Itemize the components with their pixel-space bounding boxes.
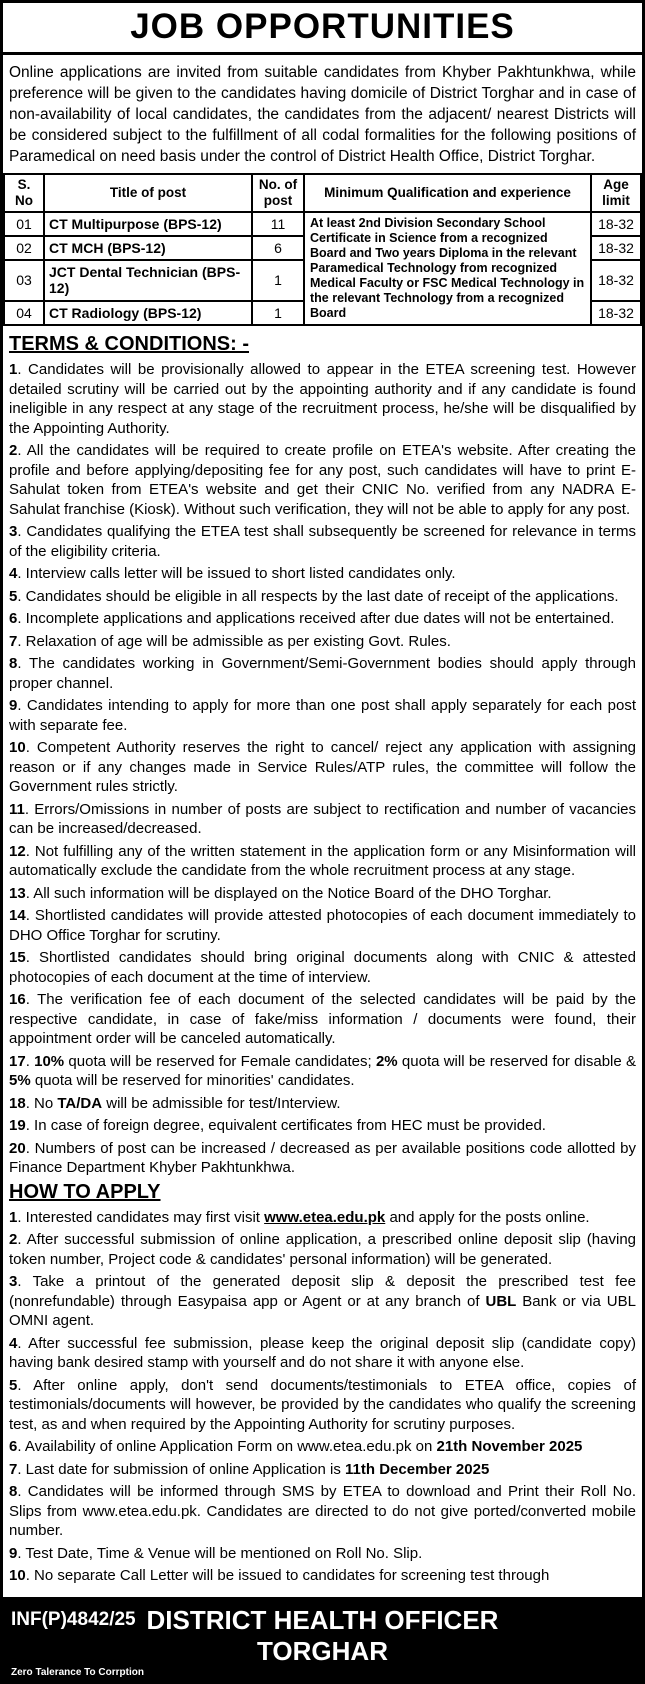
text-segment: 21th November 2025 (436, 1438, 583, 1455)
cell-post-title: CT Multipurpose (BPS-12) (44, 212, 252, 236)
apply-list (9, 1208, 636, 1586)
text-segment: 10% (34, 1052, 65, 1070)
list-item: 11. Errors/Omissions in number of posts are subject to rectification and number of vacancies can be increased/decreased. (9, 800, 636, 837)
text-segment: 1 (9, 1208, 18, 1226)
intro-paragraph: Online applications are invited from suitable candidates from Khyber Pakhtunkhwa, while preference will be given to the candidates having domicile of District Torghar and in case of non-availability of local candidates, the candidates from the adjacent/ nearest Districts will be considered subject to the fulfillment of all codal formalities for the following positions of Paramedical on need basis under the control of District Health Office, District Torghar. (9, 64, 636, 165)
text-segment: 13 (9, 884, 26, 902)
cell-qualification: At least 2nd Division Secondary School Certificate in Science from a recognized Board and Two years Diploma in the relevant Paramedical Technology from recognized Medical Faculty or FSC Medical Technology in the relevant Technology from a recognized Board (304, 212, 591, 325)
cell-post-title: CT MCH (BPS-12) (44, 236, 252, 260)
text-segment: 3 (9, 523, 18, 540)
page-title: JOB OPPORTUNITIES (130, 7, 515, 46)
list-item: 10. Competent Authority reserves the right to cancel/ reject any application with assigning reason or if any changes made in Service Rules/ATP rules, the committee will follow the Government rules strictly. (9, 739, 636, 795)
cell-age-limit: 18-32 (591, 212, 641, 236)
list-item: 10. No separate Call Letter will be issued to candidates for screening test through (9, 1567, 550, 1584)
list-item: 8. The candidates working in Government/Semi-Government bodies should apply through proper channel. (9, 655, 636, 692)
list-item: 18. No TA/DA will be admissible for test/Interview. (9, 1094, 341, 1112)
cell-age-limit: 18-32 (591, 301, 641, 325)
office-name-line2: TORGHAR (257, 1635, 388, 1666)
text-segment: 11 (9, 800, 25, 818)
cell-age-limit: 18-32 (591, 260, 641, 301)
table-row (4, 212, 641, 236)
list-item: 2. All the candidates will be required to create profile on ETEA's website. After creating the profile and before applying/depositing fee for any post, such candidates will have to print E-Sahulat token from ETEA's website and get their CNIC No. verified from any NADRA E-Sahulat franchise (Kiosk). Without such verification, they will not be able to apply for any post. (9, 442, 636, 518)
text-segment: 8 (9, 1483, 18, 1500)
text-segment: 9 (9, 1544, 18, 1562)
text-segment: 11th December 2025 (345, 1460, 490, 1478)
cell-post-title: JCT Dental Technician (BPS-12) (44, 260, 252, 301)
text-segment: 19 (9, 1117, 26, 1134)
list-item: 6. Availability of online Application Form on www.etea.edu.pk on 21th November 2025 (9, 1438, 583, 1455)
list-item: 14. Shortlisted candidates will provide attested photocopies of each document immediately to DHO Office Torghar for scrutiny. (9, 907, 636, 944)
text-segment: UBL (485, 1292, 517, 1310)
text-segment: 6 (9, 610, 18, 627)
list-item: 3. Take a printout of the generated deposit slip & deposit the prescribed test fee (nonrefundable) through Easypaisa app or Agent or at any branch of UBL Bank or via UBL OMNI agent. (9, 1273, 636, 1329)
list-item: 4. After successful fee submission, please keep the original deposit slip (candidate copy) having bank desired stamp with yourself and do not share it with anyone else. (9, 1334, 636, 1371)
text-segment: 20 (9, 1139, 26, 1157)
text-segment: 2% (375, 1052, 398, 1070)
table-header-row (4, 174, 641, 212)
cell-sno: 01 (4, 212, 44, 236)
list-item: 12. Not fulfilling any of the written statement in the application form or any Misinformation will automatically exclude the candidate from the whole recruitment process at any stage. (9, 842, 636, 879)
list-item: 7. Relaxation of age will be admissible as per existing Govt. Rules. (9, 632, 451, 650)
text-segment: 9 (9, 697, 18, 714)
text-segment: 17 (9, 1052, 26, 1070)
footer-tagline: Zero Talerance To Corrption (11, 1666, 144, 1678)
list-item: 17. 10% quota will be reserved for Female candidates; 2% quota will be reserved for disable & 5% quota will be reserved for minorities' candidates. (9, 1052, 636, 1089)
posts-table (3, 173, 642, 326)
col-header-age-limit: Age limit (591, 174, 641, 212)
list-item: 4. Interview calls letter will be issued to short listed candidates only. (9, 565, 456, 582)
text-segment: 5 (9, 587, 18, 605)
col-header-post-title: Title of post (44, 174, 252, 212)
cell-age-limit: 18-32 (591, 236, 641, 260)
office-name-line1: DISTRICT HEALTH OFFICER (146, 1604, 499, 1635)
col-header-qualification: Minimum Qualification and experience (304, 174, 591, 212)
list-item: 7. Last date for submission of online Application is 11th December 2025 (9, 1460, 490, 1478)
text-segment: 18 (9, 1094, 26, 1112)
list-item: 19. In case of foreign degree, equivalent certificates from HEC must be provided. (9, 1117, 546, 1134)
cell-post-count: 1 (252, 260, 304, 301)
text-segment: 5% (9, 1072, 31, 1089)
text-segment: 5 (9, 1376, 18, 1394)
ad-reference-number: INF(P)4842/25 (11, 1608, 136, 1630)
col-header-post-count: No. of post (252, 174, 304, 212)
text-segment: 15 (9, 949, 26, 966)
cell-post-count: 11 (252, 212, 304, 236)
text-segment: 10 (9, 1567, 26, 1584)
text-segment: 16 (9, 991, 26, 1008)
cell-post-count: 1 (252, 301, 304, 325)
cell-sno: 03 (4, 260, 44, 301)
cell-post-count: 6 (252, 236, 304, 260)
list-item: 13. All such information will be displayed on the Notice Board of the DHO Torghar. (9, 884, 552, 902)
text-segment: 8 (9, 655, 18, 672)
cell-sno: 04 (4, 301, 44, 325)
text-segment: 14 (9, 907, 26, 924)
text-segment: 12 (9, 842, 26, 860)
footer-bar (3, 1597, 642, 1681)
text-segment: 7 (9, 632, 18, 650)
text-segment: 2 (9, 1231, 18, 1248)
list-item: 3. Candidates qualifying the ETEA test shall subsequently be screened for relevance in terms of the eligibility criteria. (9, 523, 636, 560)
text-segment: www.etea.edu.pk (264, 1208, 386, 1226)
body-sections (3, 326, 642, 1597)
terms-heading: TERMS & CONDITIONS: - (9, 333, 249, 355)
text-segment: 4 (9, 1334, 18, 1352)
list-item: 1. Candidates will be provisionally allowed to appear in the ETEA screening test. However detailed scrutiny will be carried out by the appointing authority and if any candidate is found ineligible in any respect at any stage of the recruitment process, he/she will be disqualified by the Appointing Authority. (9, 361, 636, 437)
list-item: 20. Numbers of post can be increased / decreased as per available positions code allotted by Finance Department Khyber Pakhtunkhwa. (9, 1139, 636, 1176)
list-item: 5. After online apply, don't send documents/testimonials to ETEA office, copies of testimonials/documents will however, be provided by the candidates who qualify the screening test, as and when required by the Appointing Authority for scrutiny purposes. (9, 1376, 636, 1433)
list-item: 15. Shortlisted candidates should bring original documents along with CNIC & attested photocopies of each document at the time of interview. (9, 949, 636, 986)
cell-sno: 02 (4, 236, 44, 260)
text-segment: 2 (9, 442, 18, 459)
list-item: 16. The verification fee of each document of the selected candidates will be paid by the respective candidate, in case of fake/miss information / documents were found, their appointment order will be canceled automatically. (9, 991, 636, 1047)
list-item: 5. Candidates should be eligible in all respects by the last date of receipt of the applications. (9, 587, 619, 605)
text-segment: 1 (9, 361, 18, 378)
list-item: 1. Interested candidates may first visit www.etea.edu.pk and apply for the posts online. (9, 1208, 590, 1226)
text-segment: 7 (9, 1460, 18, 1478)
terms-list (9, 360, 636, 1178)
list-item: 8. Candidates will be informed through SMS by ETEA to download and Print their Roll No. Slips from www.etea.edu.pk. Candidates are directed to do not give ported/converted mobile number. (9, 1483, 636, 1539)
list-item: 9. Test Date, Time & Venue will be mentioned on Roll No. Slip. (9, 1544, 423, 1562)
list-item: 2. After successful submission of online application, a prescribed online deposit slip (having token number, Project code & candidates' personal information) will be generated. (9, 1231, 636, 1268)
title-bar (3, 3, 642, 55)
text-segment: 6 (9, 1438, 18, 1455)
text-segment: 3 (9, 1273, 18, 1290)
text-segment: 4 (9, 565, 18, 582)
apply-heading: HOW TO APPLY (9, 1180, 161, 1203)
col-header-sno: S. No (4, 174, 44, 212)
cell-post-title: CT Radiology (BPS-12) (44, 301, 252, 325)
text-segment: 10 (9, 739, 26, 756)
list-item: 6. Incomplete applications and applications received after due dates will not be entertained. (9, 610, 615, 627)
list-item: 9. Candidates intending to apply for more than one post shall apply separately for each post with separate fee. (9, 697, 636, 734)
text-segment: TA/DA (57, 1094, 103, 1112)
